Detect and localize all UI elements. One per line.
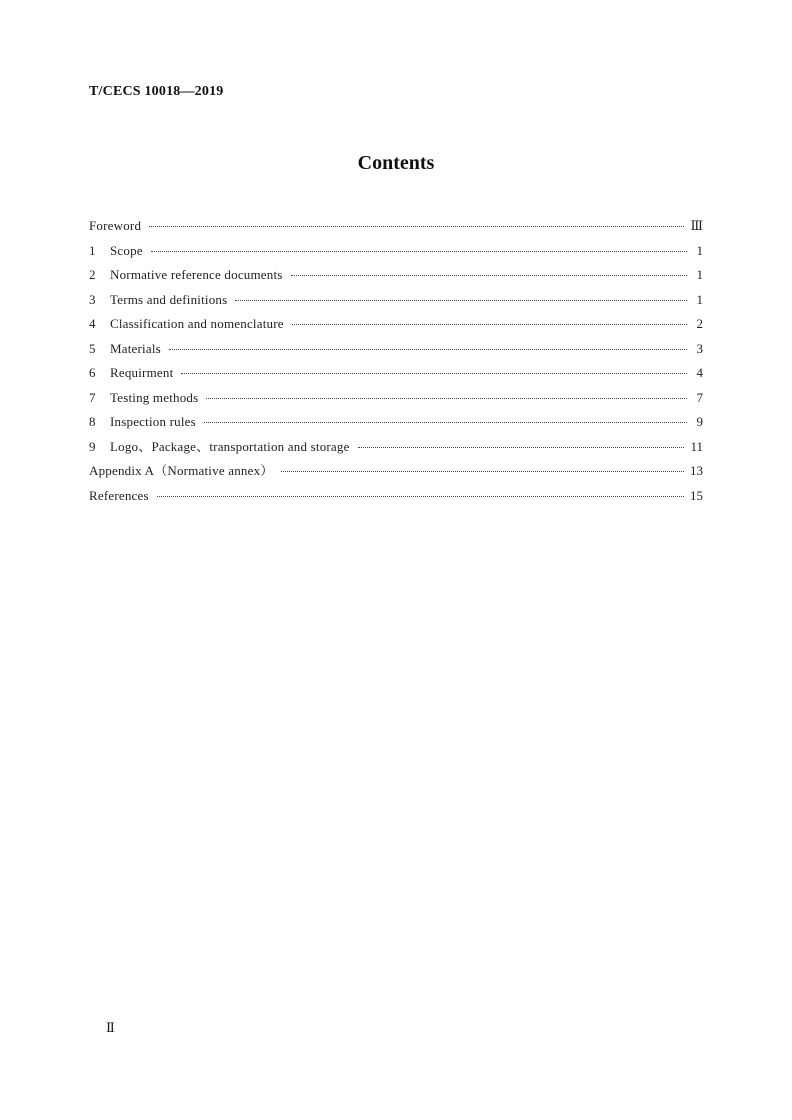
- toc-entry-number: 7: [89, 389, 96, 405]
- dot-leader: [206, 397, 687, 399]
- toc-entry-page: 1: [696, 267, 703, 282]
- toc-entry-page: 1: [696, 291, 703, 307]
- toc-entry-number: 6: [89, 365, 96, 380]
- toc-entry-page: 2: [696, 316, 703, 331]
- dot-leader: [151, 250, 687, 252]
- toc-entry-foreword[interactable]: [89, 216, 703, 241]
- toc-entry-number: 1: [89, 242, 96, 258]
- toc-entry-references[interactable]: [89, 486, 703, 511]
- toc-entry-number: 8: [89, 414, 96, 429]
- dot-leader: [204, 421, 687, 423]
- toc-entry-number: 4: [89, 316, 96, 331]
- toc-entry-page: 9: [696, 414, 703, 429]
- toc-entry-title: References: [89, 487, 149, 503]
- toc-entry-title: Requirment: [110, 365, 174, 380]
- dot-leader: [235, 299, 687, 301]
- toc-entry-scope[interactable]: [89, 241, 703, 266]
- toc-entry-number: 5: [89, 340, 96, 356]
- dot-leader: [292, 323, 687, 325]
- toc-entry-title: Logo、Package、transportation and storage: [110, 438, 350, 454]
- toc-entry-title: Appendix A（Normative annex）: [89, 463, 274, 478]
- toc-entry-page: 15: [690, 487, 703, 503]
- toc-entry-normative-references[interactable]: [89, 265, 703, 290]
- dot-leader: [157, 495, 684, 497]
- dot-leader: [149, 225, 684, 227]
- toc-entry-testing-methods[interactable]: [89, 388, 703, 413]
- toc-entry-appendix-a[interactable]: [89, 461, 703, 486]
- toc-entry-page: 7: [696, 389, 703, 405]
- toc-entry-requirement[interactable]: [89, 363, 703, 388]
- toc-entry-title: Inspection rules: [110, 414, 196, 429]
- toc-entry-page: 11: [690, 438, 703, 454]
- toc-entry-title: Testing methods: [110, 389, 199, 405]
- table-of-contents: [89, 216, 703, 510]
- toc-entry-title: Foreword: [89, 218, 142, 233]
- toc-entry-number: 9: [89, 438, 96, 454]
- dot-leader: [358, 446, 685, 448]
- toc-entry-classification[interactable]: [89, 314, 703, 339]
- page-number: Ⅱ: [106, 1020, 115, 1035]
- toc-entry-logo-package[interactable]: [89, 437, 703, 462]
- toc-entry-number: 3: [89, 291, 96, 307]
- page-title: Contents: [357, 152, 435, 174]
- toc-entry-number: 2: [89, 267, 96, 282]
- dot-leader: [291, 274, 687, 276]
- document-code: T/CECS 10018—2019: [89, 84, 224, 99]
- dot-leader: [281, 470, 684, 472]
- toc-entry-title: Normative reference documents: [110, 267, 283, 282]
- dot-leader: [181, 372, 687, 374]
- toc-entry-page: 3: [696, 340, 703, 356]
- toc-entry-title: Classification and nomenclature: [110, 316, 284, 331]
- toc-entry-terms-definitions[interactable]: [89, 290, 703, 315]
- toc-entry-title: Materials: [110, 340, 161, 356]
- toc-entry-page: 13: [690, 463, 703, 478]
- toc-entry-materials[interactable]: [89, 339, 703, 364]
- dot-leader: [169, 348, 687, 350]
- toc-entry-title: Terms and definitions: [110, 291, 228, 307]
- toc-entry-page: 4: [696, 365, 703, 380]
- toc-entry-inspection-rules[interactable]: [89, 412, 703, 437]
- toc-entry-title: Scope: [110, 242, 143, 258]
- toc-entry-page: 1: [696, 242, 703, 258]
- toc-entry-page: Ⅲ: [690, 218, 703, 233]
